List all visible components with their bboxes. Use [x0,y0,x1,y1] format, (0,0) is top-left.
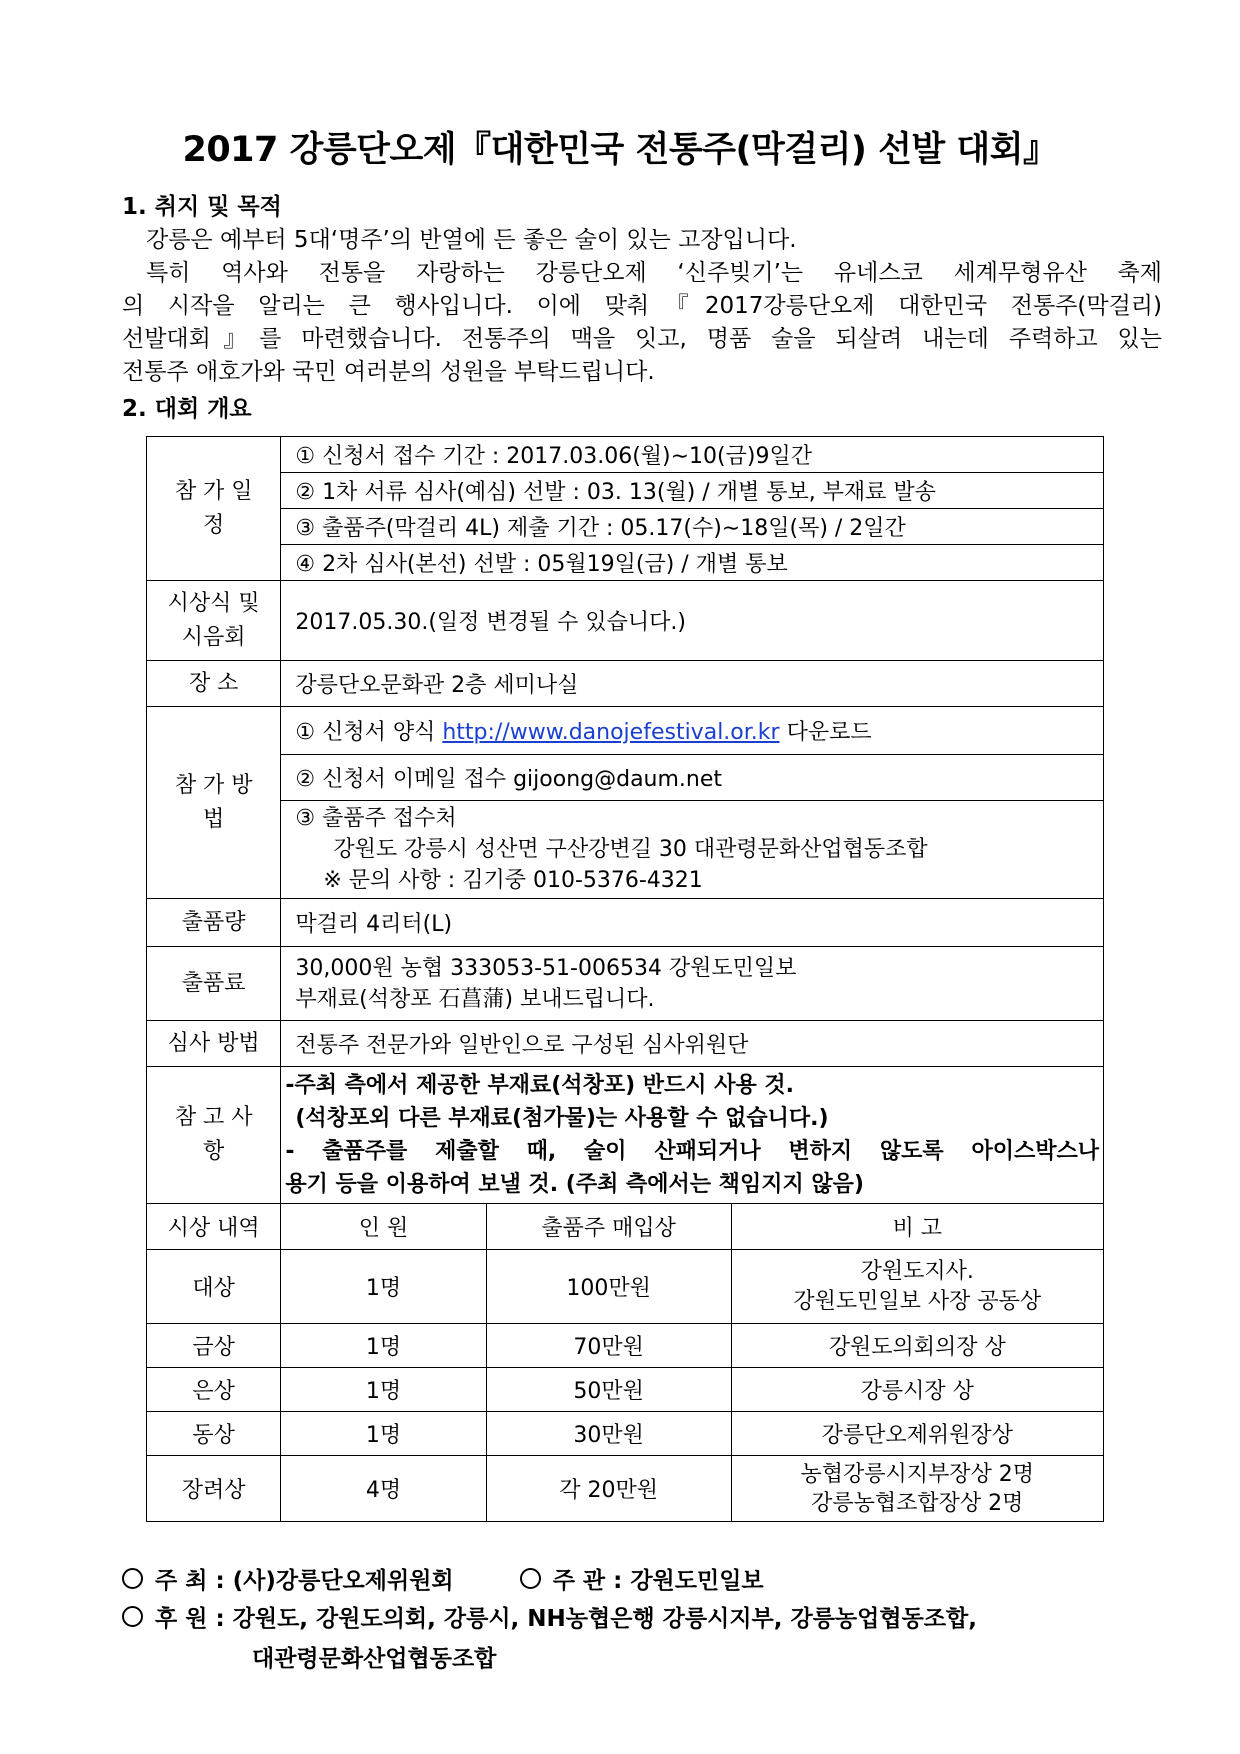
purpose-line: 특히 역사와 전통을 자랑하는 강릉단오제 ‘신주빚기’는 유네스코 세계무형유산 축제 [146,260,1162,286]
fee-line: 30,000원 농협 333053-51-006534 강원도민일보 [295,955,797,981]
fee-label: 출품료 [147,947,281,1021]
quantity-value: 막걸리 4리터(L) [281,899,1104,947]
footer-sponsor: 후 원 : 강원도, 강원도의회, 강릉시, NH농협은행 강릉시지부, 강릉농업협동조합, [155,1606,977,1632]
circle-bullet-icon [122,1606,143,1627]
award-name: 장려상 [147,1456,281,1522]
method-item-3-title: ③ 출품주 접수처 [295,806,457,831]
table-row [147,661,1104,707]
schedule-item: ③ 출품주(막걸리 4L) 제출 기간 : 05.17(수)∼18일(목) / 2일간 [281,509,1104,545]
table-row [147,755,1104,801]
venue-value: 강릉단오문화관 2층 세미나실 [281,661,1104,707]
award-note-line: 강원도민일보 사장 공동상 [793,1288,1042,1314]
awards-header: 비 고 [731,1204,1103,1250]
table-row [147,1021,1104,1067]
application-form-link[interactable]: http://www.danojefestival.or.kr [442,720,780,745]
award-count: 1명 [281,1412,486,1456]
award-note: 강릉단오제위원장상 [731,1412,1103,1456]
purpose-line: 선발대회』를 마련했습니다. 전통주의 맥을 잇고, 명품 술을 되살려 내는데 주력하고 있는 [122,326,1162,352]
notes-value [281,1067,1104,1204]
awards-header: 출품주 매입상 [486,1204,731,1250]
award-amount: 50만원 [486,1368,731,1412]
schedule-item: ④ 2차 심사(본선) 선발 : 05월19일(금) / 개별 통보 [281,545,1104,581]
table-row [147,509,1104,545]
table-row [147,1204,1104,1250]
award-amount: 70만원 [486,1324,731,1368]
method-item-3-contact: ※ 문의 사항 : 김기중 010-5376-4321 [323,868,703,893]
notes-line: - 출품주를 제출할 때, 술이 산패되거나 변하지 않도록 아이스박스나 [285,1139,1099,1164]
award-note-line: 농협강릉시지부장상 2명 [800,1461,1035,1487]
awards-header: 시상 내역 [147,1204,281,1250]
table-row [147,437,1104,473]
table-row [147,801,1104,899]
method-item-3 [281,801,1104,899]
footer-host: 주 최 : (사)강릉단오제위원회 [155,1568,454,1594]
circle-bullet-icon [520,1568,541,1589]
circle-bullet-icon [122,1568,143,1589]
notes-label: 참 고 사 항 [147,1067,281,1204]
schedule-item: ① 신청서 접수 기간 : 2017.03.06(월)∼10(금)9일간 [281,437,1104,473]
table-row [147,1456,1104,1522]
judging-label: 심사 방법 [147,1021,281,1067]
purpose-line: 강릉은 예부터 5대‘명주’의 반열에 든 좋은 술이 있는 고장입니다. [146,227,797,253]
section-heading-overview: 2. 대회 개요 [122,396,252,422]
method-item-3-address: 강원도 강릉시 성산면 구산강변길 30 대관령문화산업협동조합 [333,837,928,862]
award-name: 은상 [147,1368,281,1412]
award-note: 강원도의회의장 상 [731,1324,1103,1368]
award-count: 1명 [281,1324,486,1368]
award-count: 1명 [281,1250,486,1324]
footer-sponsor-continued: 대관령문화산업협동조합 [252,1646,497,1672]
overview-table [146,436,1104,1522]
table-row [147,707,1104,755]
notes-line: (석창포외 다른 부재료(첨가물)는 사용할 수 없습니다.) [295,1106,829,1131]
ceremony-value: 2017.05.30.(일정 변경될 수 있습니다.) [281,581,1104,661]
table-row [147,473,1104,509]
table-row [147,1250,1104,1324]
table-row [147,1368,1104,1412]
award-note: 강릉시장 상 [731,1368,1103,1412]
schedule-item: ② 1차 서류 심사(예심) 선발 : 03. 13(월) / 개별 통보, 부재료 발송 [281,473,1104,509]
page-title: 2017 강릉단오제『대한민국 전통주(막걸리) 선발 대회』 [182,130,1058,170]
table-row [147,1412,1104,1456]
section-heading-purpose: 1. 취지 및 목적 [122,194,282,220]
method-item-1-prefix: ① 신청서 양식 [295,720,436,745]
fee-value [281,947,1104,1021]
award-note [731,1456,1103,1522]
awards-header: 인 원 [281,1204,486,1250]
judging-value: 전통주 전문가와 일반인으로 구성된 심사위원단 [281,1021,1104,1067]
award-count: 4명 [281,1456,486,1522]
table-row [147,1324,1104,1368]
table-row [147,947,1104,1021]
purpose-line: 의 시작을 알리는 큰 행사입니다. 이에 맞춰『2017강릉단오제 대한민국 전통주(막걸리) [122,293,1162,319]
table-row [147,581,1104,661]
venue-label: 장 소 [147,661,281,707]
award-count: 1명 [281,1368,486,1412]
award-name: 동상 [147,1412,281,1456]
purpose-paragraph [122,224,1162,389]
award-name: 금상 [147,1324,281,1368]
method-item-2: ② 신청서 이메일 접수 gijoong@daum.net [281,755,1104,801]
table-row [147,1067,1104,1204]
purpose-line: 전통주 애호가와 국민 여러분의 성원을 부탁드립니다. [122,359,655,385]
method-item-1-suffix: 다운로드 [786,720,872,745]
award-note [731,1250,1103,1324]
quantity-label: 출품량 [147,899,281,947]
footer-organizer: 주 관 : 강원도민일보 [552,1568,764,1594]
award-note-line: 강원도지사. [860,1258,974,1284]
table-row [147,899,1104,947]
notes-line: -주최 측에서 제공한 부재료(석창포) 반드시 사용 것. [285,1073,794,1098]
footer-sponsor-line [122,1600,977,1633]
ceremony-label: 시상식 및 시음회 [147,581,281,661]
award-name: 대상 [147,1250,281,1324]
award-note-line: 강릉농협조합장상 2명 [811,1490,1024,1516]
award-amount: 각 20만원 [486,1456,731,1522]
footer-host-line [122,1562,764,1595]
method-item-1 [281,707,1104,755]
fee-line: 부재료(석창포 石菖蒲) 보내드립니다. [295,986,655,1012]
schedule-label: 참 가 일 정 [147,437,281,581]
method-label: 참 가 방 법 [147,707,281,899]
notes-line: 용기 등을 이용하여 보낼 것. (주최 측에서는 책임지지 않음) [285,1172,864,1197]
award-amount: 100만원 [486,1250,731,1324]
award-amount: 30만원 [486,1412,731,1456]
table-row [147,545,1104,581]
